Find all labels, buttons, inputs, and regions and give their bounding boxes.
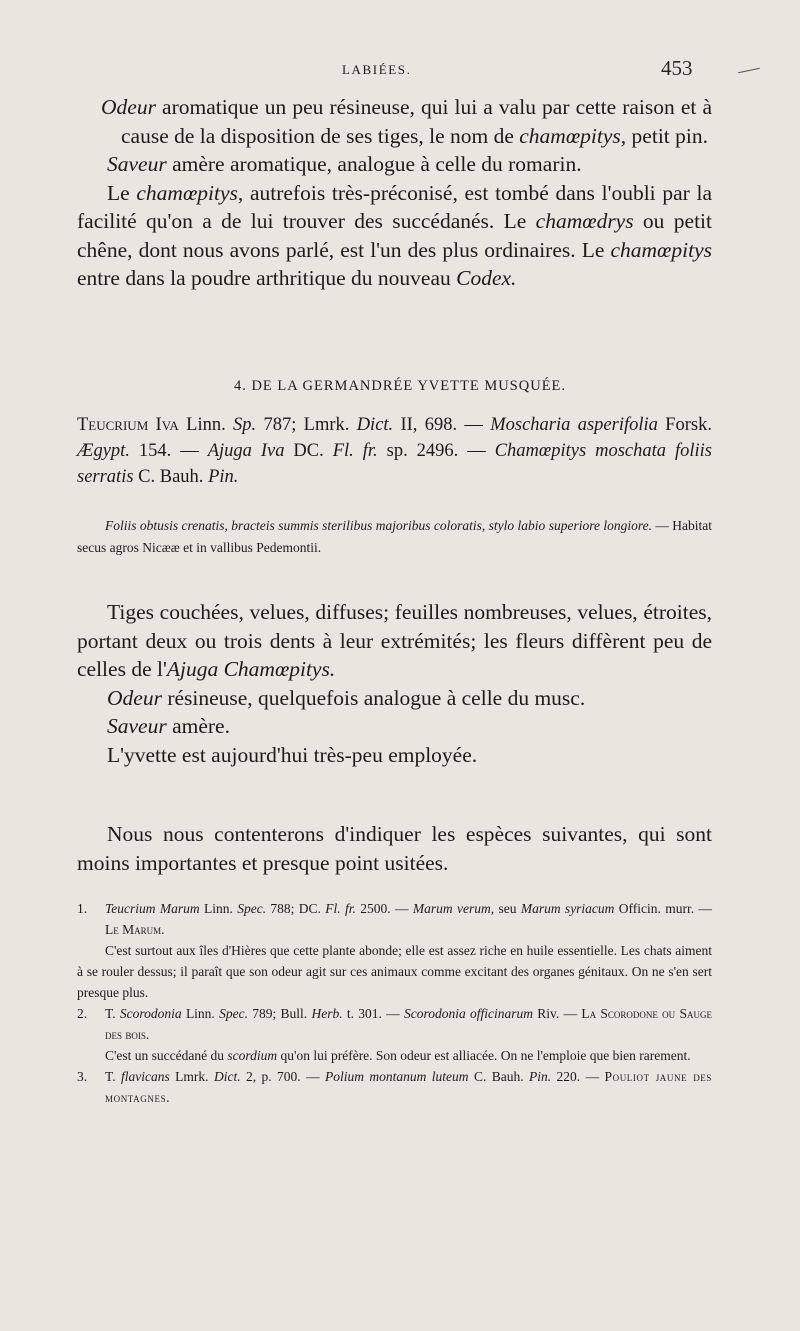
paragraph-saveur: Saveur amère aromatique, analogue à celle du romarin.	[107, 152, 582, 176]
paragraph-odeur-2: Odeur résineuse, quelquefois analogue à celle du musc.	[107, 685, 586, 710]
paragraph-usage: Le chamœpitys, autrefois très-préconisé, est tombé dans l'oubli par la facilité qu'on a de lui trouver des succédanés. Le chamœdrys ou petit chêne, dont nous avons parlé, est l'un des plus ordinaires. Le chamœpitys entre dans la poudre arthritique du nouveau Codex.	[77, 180, 712, 290]
ink-mark	[738, 68, 760, 74]
running-title: LABIÉES.	[342, 62, 412, 77]
paragraph-yvette: L'yvette est aujourd'hui très-peu employée.	[107, 742, 478, 767]
synonymy-block: Teucrium Iva Linn. Sp. 787; Lmrk. Dict. II, 698. — Moscharia asperifolia Forsk. Ægypt. 154. — Ajuga Iva DC. Fl. fr. sp. 2496. — Chamœpitys moschata foliis serratis C. Bauh. Pin.	[77, 415, 713, 487]
text-block-top	[77, 93, 712, 293]
running-head	[0, 56, 800, 86]
paragraph-species-intro: Nous nous contenterons d'indiquer les espèces suivantes, qui sont moins importantes et presque point usitées.	[77, 822, 712, 875]
note-2-description: C'est un succédané du scordium qu'on lui préfère. Son odeur est alliacée. On ne l'emploie que bien rarement.	[105, 1048, 691, 1063]
species-notes	[77, 898, 712, 1108]
note-2: 2. T. Scorodonia Linn. Spec. 789; Bull. Herb. t. 301. — Scorodonia officinarum Riv. — La Scorodone ou Sauge des bois.	[77, 1006, 712, 1042]
paragraph-odeur: Odeur aromatique un peu résineuse, qui lui a valu par cette raison et à cause de la disposition de ses tiges, le nom de chamœpitys, petit pin.	[101, 95, 712, 148]
paragraph-saveur-2: Saveur amère.	[107, 714, 230, 738]
diagnosis-block: Foliis obtusis crenatis, bracteis summis sterilibus majoribus coloratis, stylo labio superiore longiore. — Habitat secus agros Nicææ et in vallibus Pedemontii.	[77, 518, 712, 555]
text-block-description	[77, 598, 712, 769]
note-1: 1. Teucrium Marum Linn. Spec. 788; DC. Fl. fr. 2500. — Marum verum, seu Marum syriacum Officin. murr. — Le Marum.	[77, 901, 713, 937]
note-3: 3. T. flavicans Lmrk. Dict. 2, p. 700. — Polium montanum luteum C. Bauh. Pin. 220. — Pouliot jaune des montagnes.	[77, 1069, 713, 1105]
text-block-species-intro	[77, 820, 712, 877]
section-heading: 4. DE LA GERMANDRÉE YVETTE MUSQUÉE.	[233, 378, 567, 394]
note-1-description: C'est surtout aux îles d'Hières que cette plante abonde; elle est assez riche en huile essentielle. Les chats aiment à se rouler dessus; il paraît que son odeur agit sur ces animaux comme excitant des organes génitaux. On ne s'en sert presque plus.	[77, 943, 712, 1000]
page-number: 453	[661, 56, 693, 80]
paragraph-tiges: Tiges couchées, velues, diffuses; feuilles nombreuses, velues, étroites, portant deux ou trois dents à leur extrémités; les fleurs diffèrent peu de celles de l'Ajuga Chamœpitys.	[77, 600, 712, 681]
